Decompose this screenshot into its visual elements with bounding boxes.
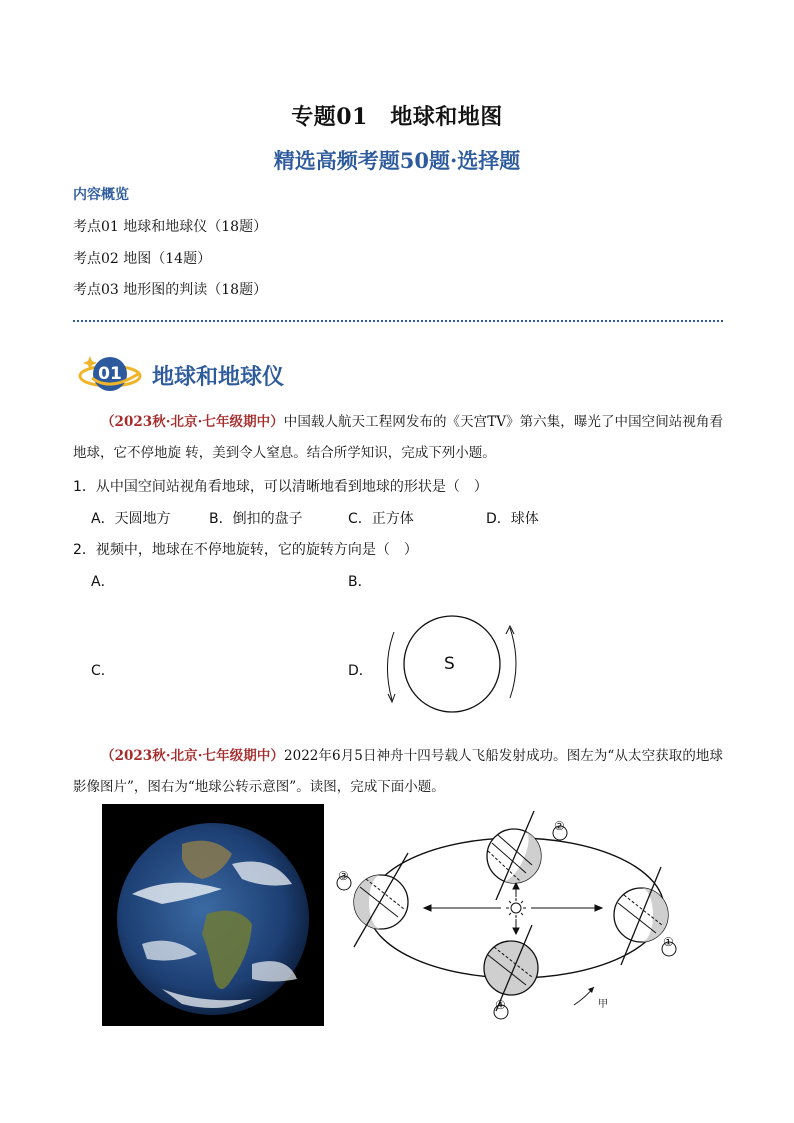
earth-photo: [102, 804, 324, 1026]
orbit-label-2: ②: [554, 819, 565, 833]
page-subtitle: 精选高频考题50题·选择题: [273, 148, 521, 173]
overview-heading: 内容概览: [73, 187, 129, 203]
direction-label: 甲: [598, 999, 608, 1010]
passage-source: （2023秋·北京·七年级期中）: [101, 414, 284, 430]
q2-option-a[interactable]: A．: [91, 574, 115, 590]
passage-source: （2023秋·北京·七年级期中）: [101, 748, 285, 764]
section-badge: [78, 352, 142, 394]
passage-2: [73, 741, 723, 803]
overview-item: 考点01 地球和地球仪（18题）: [73, 219, 268, 235]
orbit-label-4: ④: [495, 998, 506, 1012]
orbit-label-1: ①: [663, 935, 674, 949]
q2-option-d[interactable]: D．: [348, 663, 373, 679]
q2-option-b[interactable]: B．: [348, 574, 372, 590]
sun-icon: [506, 898, 526, 918]
rotation-diagram: [380, 612, 522, 716]
q1-option-b[interactable]: B．倒扣的盘子: [209, 511, 303, 527]
q1-option-a[interactable]: A．天圆地方: [91, 511, 171, 527]
q2-option-c[interactable]: C．: [91, 663, 115, 679]
question-1-stem: 1．从中国空间站视角看地球，可以清晰地看到地球的形状是（ ）: [73, 479, 488, 495]
section-title: 地球和地球仪: [152, 365, 285, 390]
q1-option-c[interactable]: C．正方体: [348, 511, 414, 527]
section-number: 01: [98, 364, 122, 384]
overview-item: 考点03 地形图的判读（18题）: [73, 282, 268, 298]
question-2-stem: 2．视频中，地球在不停地旋转，它的旋转方向是（ ）: [73, 542, 418, 558]
orbit-label-3: ③: [338, 869, 349, 883]
passage-text: 中国载人航天工程网发布的《天宫TV》第六集，曝光了中国空间站视角看地球，它不停地旋 转，美到令人窒息。结合所学知识，完成下列小题。: [73, 414, 723, 461]
diagram-label-s: S: [444, 654, 455, 674]
q1-option-d[interactable]: D．球体: [486, 511, 539, 527]
passage-1: [73, 407, 723, 469]
passage-text: 2022年6月5日神舟十四号载人飞船发射成功。图左为“从太空获取的地球影像图片”，图右为“地球公转示意图”。读图，完成下面小题。: [73, 748, 723, 795]
orbit-diagram: [336, 805, 688, 1023]
divider: [73, 320, 723, 322]
overview-item: 考点02 地图（14题）: [73, 251, 212, 267]
page-title: 专题01 地球和地图: [291, 104, 503, 130]
